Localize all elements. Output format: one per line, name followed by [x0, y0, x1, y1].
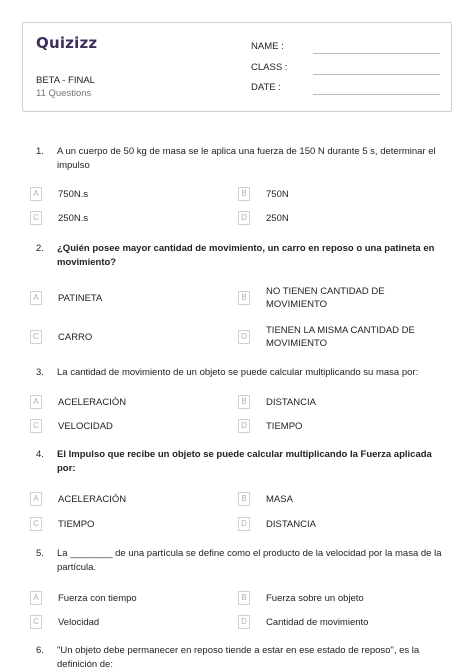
- option-text: MASA: [266, 494, 293, 505]
- quizizz-logo: Quizizz: [36, 34, 98, 52]
- option-text: TIEMPO: [58, 519, 95, 530]
- option-letter-box: C: [30, 517, 42, 531]
- name-line: [313, 53, 440, 54]
- option-text: VELOCIDAD: [58, 421, 113, 432]
- option-letter-box: A: [30, 291, 42, 305]
- question-number: 5.: [36, 548, 44, 559]
- option-letter-box: B: [238, 492, 250, 506]
- option-letter-box: D: [238, 330, 250, 344]
- option-letter-box: A: [30, 187, 42, 201]
- question-number: 6.: [36, 645, 44, 656]
- option-text: DISTANCIA: [266, 519, 316, 530]
- option-letter-box: C: [30, 211, 42, 225]
- class-field[interactable]: [251, 62, 287, 73]
- option-letter-box: A: [30, 395, 42, 409]
- option-text: TIENEN LA MISMA CANTIDAD DE MOVIMIENTO: [266, 325, 415, 349]
- option-text: 250N: [266, 213, 289, 224]
- option-text: TIEMPO: [266, 421, 303, 432]
- option-text: Fuerza con tiempo: [58, 593, 137, 604]
- option-text: 250N.s: [58, 213, 89, 224]
- name-field[interactable]: [251, 41, 284, 52]
- question-number: 1.: [36, 146, 44, 157]
- option-letter-box: B: [238, 591, 250, 605]
- option-text: 750N.s: [58, 189, 89, 200]
- worksheet-header: [22, 22, 452, 112]
- option-text: ACELERACIÓN: [58, 397, 127, 408]
- question-text: La cantidad de movimiento de un objeto se puede calcular multiplicando su masa por:: [57, 367, 419, 378]
- question-text: ¿Quién posee mayor cantidad de movimiento, un carro en reposo o una patineta en movimiento?: [57, 243, 435, 268]
- question-text: A un cuerpo de 50 kg de masa se le aplica una fuerza de 150 N durante 5 s, determinar el impulso: [57, 146, 436, 171]
- question-text: "Un objeto debe permanecer en reposo tiende a estar en ese estado de reposo", es la definición de:: [57, 645, 420, 670]
- question-number: 3.: [36, 367, 44, 378]
- question-count: 11 Questions: [36, 88, 92, 99]
- option-letter-box: C: [30, 419, 42, 433]
- question-number: 2.: [36, 243, 44, 254]
- quiz-title: BETA - FINAL: [36, 75, 95, 86]
- question-text: El Impulso que recibe un objeto se puede calcular multiplicando la Fuerza aplicada por:: [57, 449, 432, 474]
- option-letter-box: D: [238, 419, 250, 433]
- option-letter-box: D: [238, 517, 250, 531]
- option-letter-box: C: [30, 330, 42, 344]
- class-label: CLASS :: [251, 62, 288, 73]
- option-letter-box: D: [238, 211, 250, 225]
- option-letter-box: A: [30, 492, 42, 506]
- option-text: Cantidad de movimiento: [266, 617, 369, 628]
- date-label: DATE :: [251, 82, 281, 93]
- option-text: ACELERACIÓN: [58, 494, 127, 505]
- option-text: NO TIENEN CANTIDAD DE MOVIMIENTO: [266, 286, 385, 310]
- option-text: Fuerza sobre un objeto: [266, 593, 364, 604]
- option-text: Velocidad: [58, 617, 100, 628]
- option-text: CARRO: [58, 332, 93, 343]
- option-letter-box: D: [238, 615, 250, 629]
- question-text: La ________ de una partícula se define como el producto de la velocidad por la masa de la partícula.: [57, 548, 442, 573]
- class-line: [313, 74, 440, 75]
- question-number: 4.: [36, 449, 44, 460]
- option-letter-box: B: [238, 395, 250, 409]
- option-letter-box: B: [238, 291, 250, 305]
- option-letter-box: A: [30, 591, 42, 605]
- date-line: [313, 94, 440, 95]
- option-letter-box: C: [30, 615, 42, 629]
- name-label: NAME :: [251, 41, 284, 52]
- option-text: DISTANCIA: [266, 397, 316, 408]
- option-letter-box: B: [238, 187, 250, 201]
- date-field[interactable]: [251, 82, 281, 93]
- option-text: 750N: [266, 189, 289, 200]
- option-text: PATINETA: [58, 293, 103, 304]
